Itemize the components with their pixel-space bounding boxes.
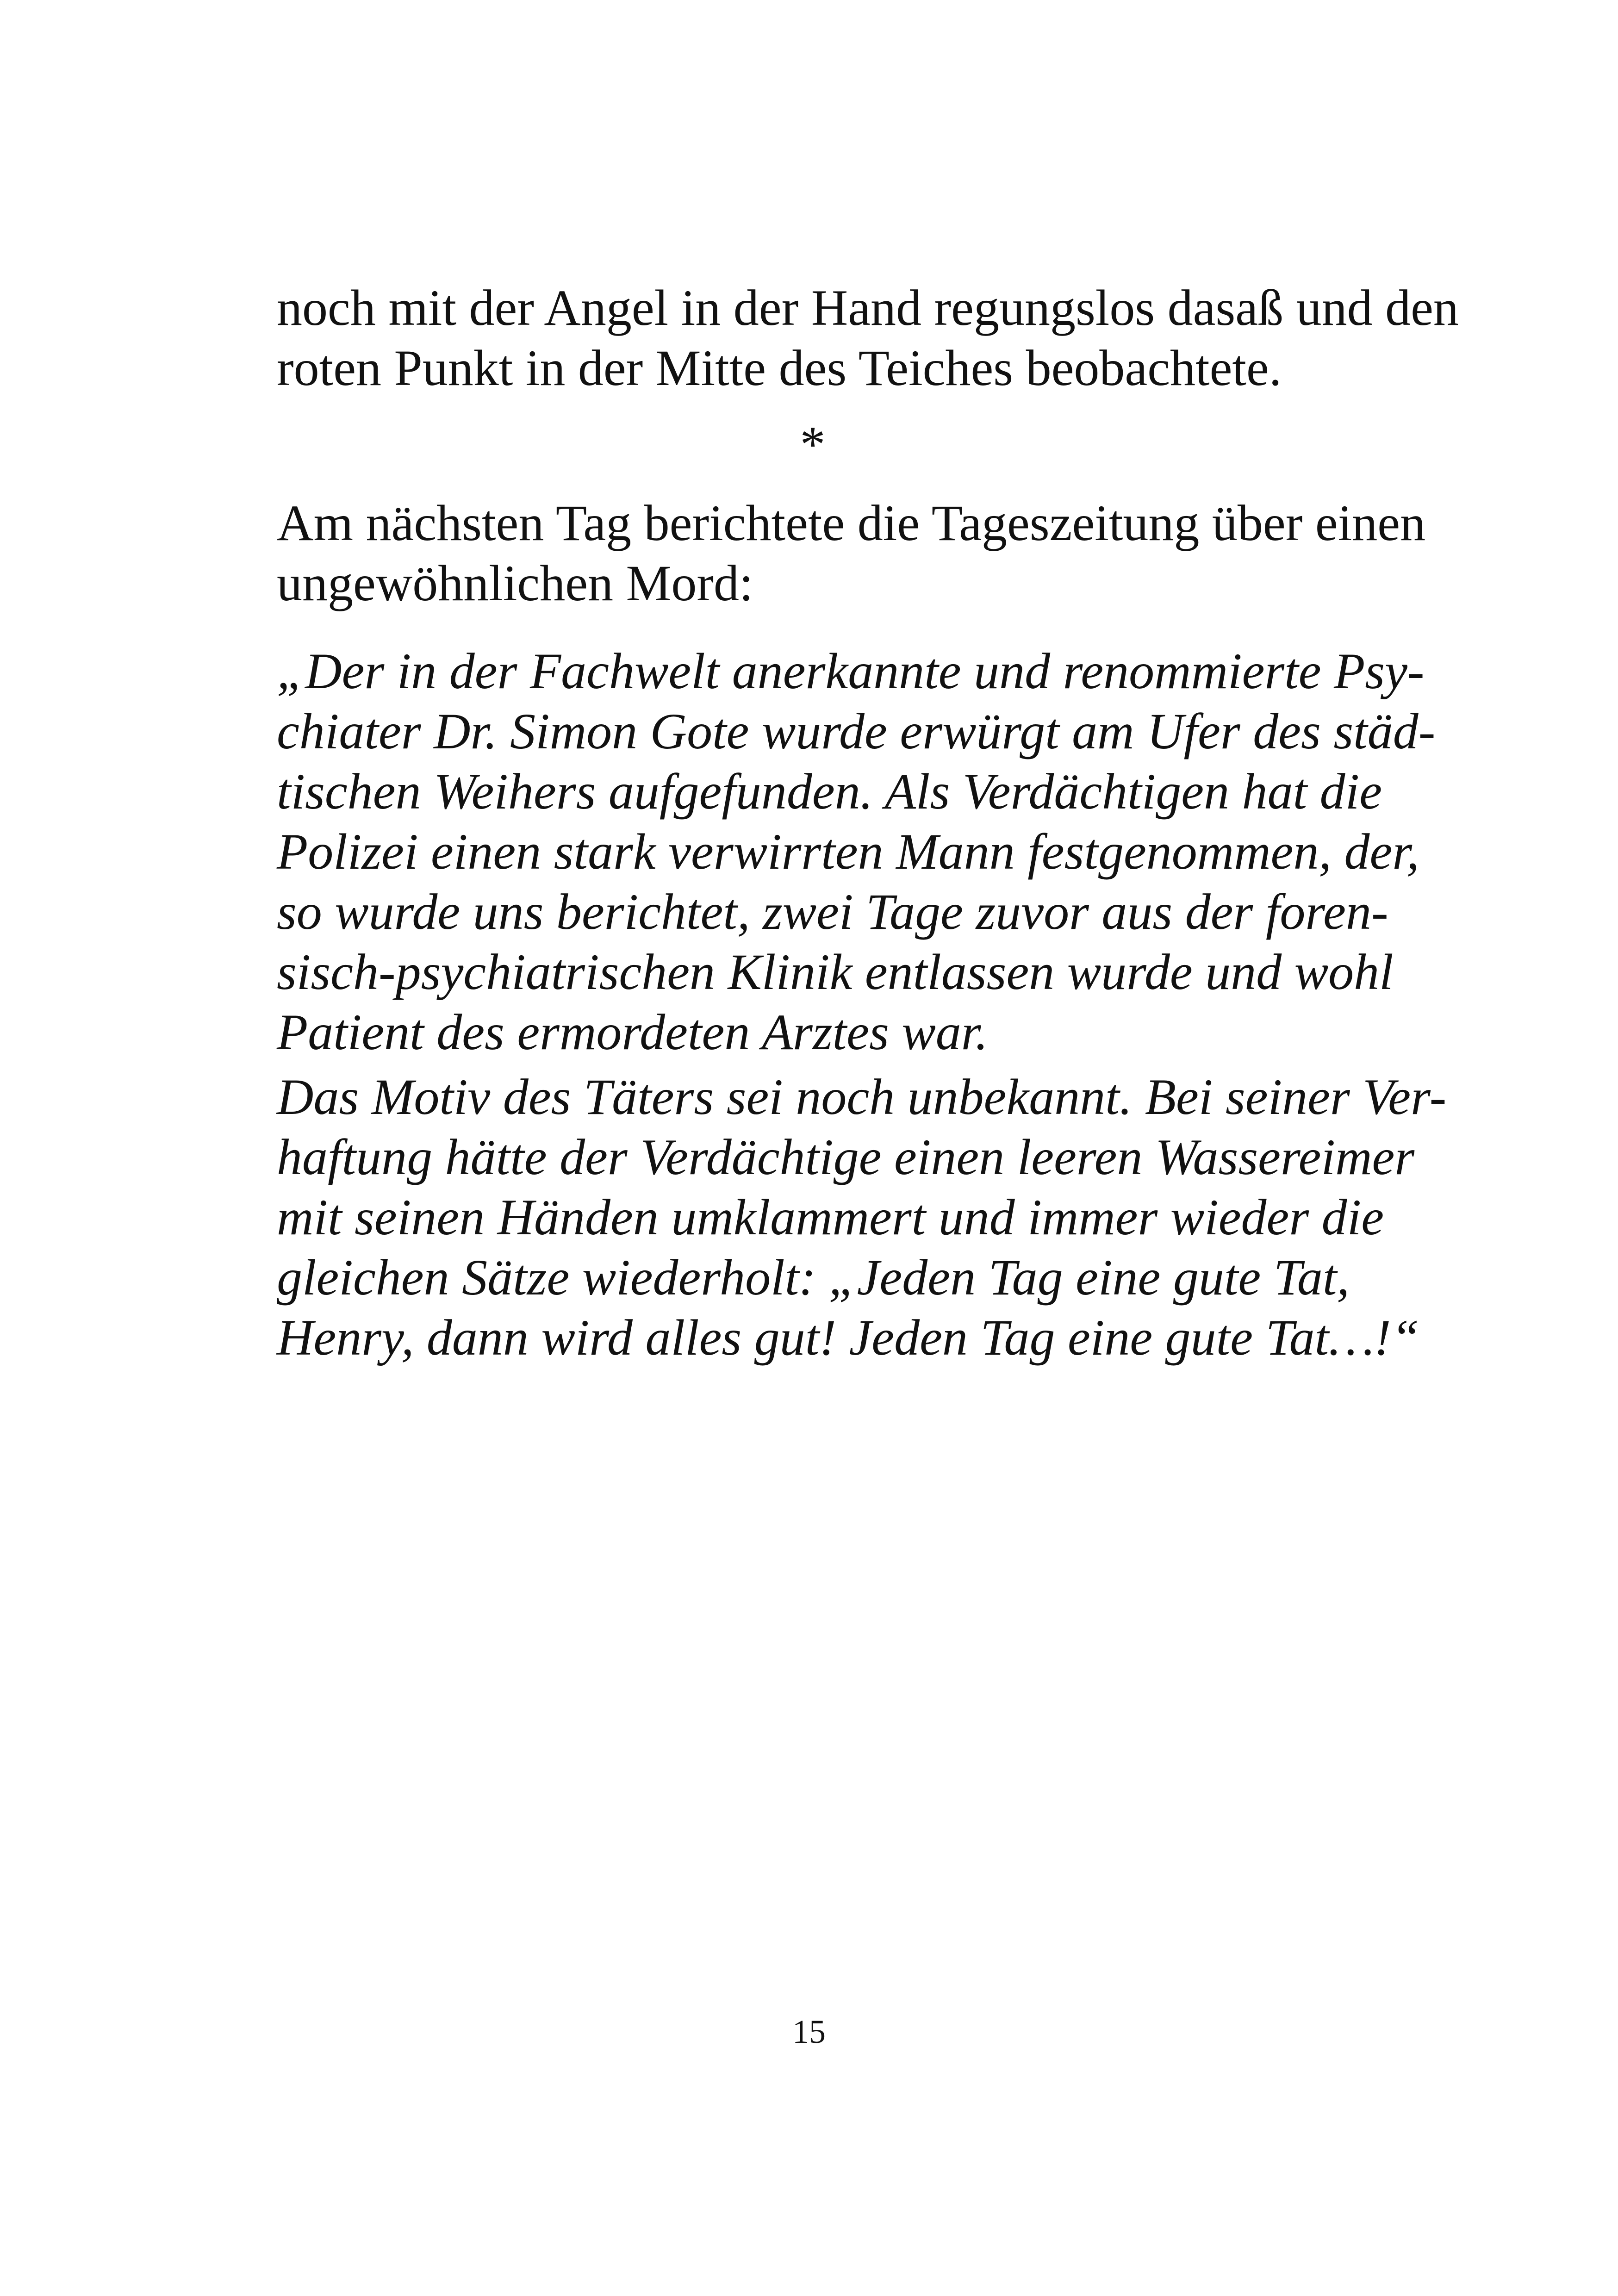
text-line: so wurde uns berichtet, zwei Tage zuvor aus der foren- — [277, 884, 1388, 940]
text-line: Patient des ermordeten Arztes war. — [277, 1004, 988, 1060]
text-line: Henry, dann wird alles gut! Jeden Tag eine gute Tat…!“ — [277, 1309, 1419, 1366]
newspaper-quote-paragraph-2 — [277, 1067, 1447, 1368]
text-line: gleichen Sätze wiederholt: „Jeden Tag eine gute Tat, — [277, 1249, 1350, 1306]
paragraph-intro — [277, 493, 1426, 613]
text-line: roten Punkt in der Mitte des Teiches beobachtete. — [277, 340, 1282, 396]
newspaper-quote-paragraph-1 — [277, 641, 1436, 1062]
text-line: „Der in der Fachwelt anerkannte und renommierte Psy- — [277, 643, 1425, 699]
text-line: haftung hätte der Verdächtige einen leeren Wassereimer — [277, 1129, 1415, 1185]
text-line: Am nächsten Tag berichtete die Tageszeitung über einen — [277, 495, 1426, 551]
text-line: ungewöhnlichen Mord: — [277, 555, 753, 611]
text-line: Polizei einen stark verwirrten Mann festgenommen, der, — [277, 823, 1419, 880]
text-line: sisch-psychiatrischen Klinik entlassen wurde und wohl — [277, 944, 1394, 1000]
page-number: 15 — [792, 2013, 826, 2050]
asterisk-separator: * — [800, 416, 826, 473]
text-line: noch mit der Angel in der Hand regungslos dasaß und den — [277, 280, 1459, 336]
text-line: Das Motiv des Täters sei noch unbekannt. Bei seiner Ver- — [277, 1069, 1447, 1125]
section-separator — [0, 414, 1618, 474]
text-line: chiater Dr. Simon Gote wurde erwürgt am Ufer des städ- — [277, 703, 1436, 759]
text-line: tischen Weihers aufgefunden. Als Verdächtigen hat die — [277, 763, 1382, 820]
paragraph-ending — [277, 278, 1459, 398]
text-line: mit seinen Händen umklammert und immer wieder die — [277, 1189, 1384, 1245]
